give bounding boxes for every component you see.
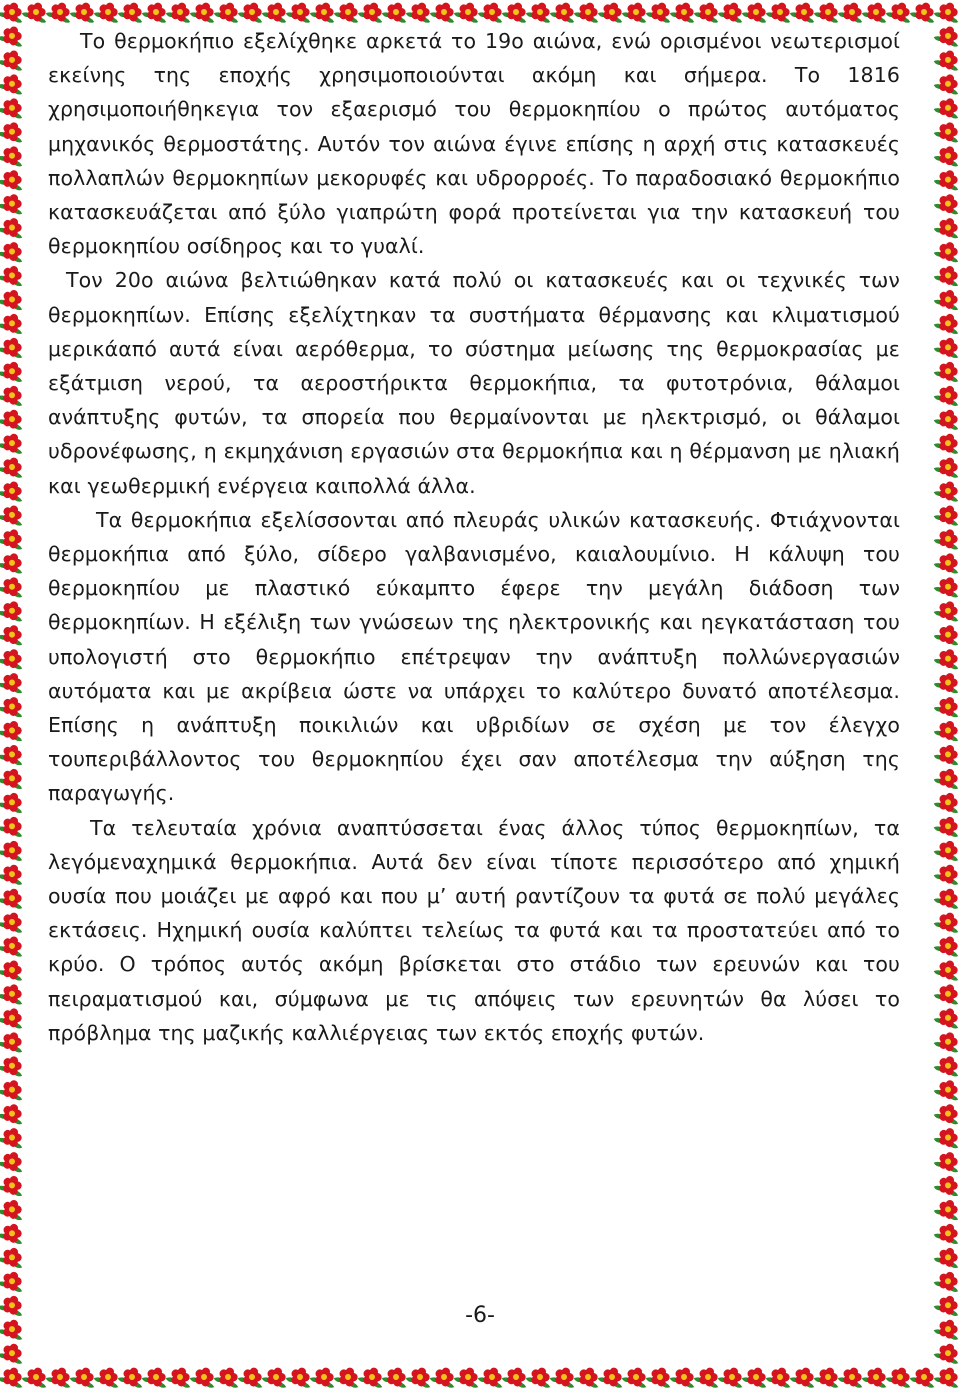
flower-icon: [93, 0, 124, 25]
flower-icon: [933, 1363, 960, 1389]
flower-icon: [621, 1363, 652, 1389]
flower-icon: [45, 1363, 76, 1389]
flower-icon: [309, 0, 340, 25]
paragraph-3: Τα θερμοκήπια εξελίσσονται από πλευράς υλικών κατασκευής. Φτιάχνονται θερμοκήπια από ξύλο, σίδερο γαλβανισμένο, καιαλουμίνιο. Η κάλυψη του θερμοκηπίου με πλαστικό εύκαμπτο έφερε την μεγάλη διάδοση των θερμοκηπίων. Η εξέλιξη των γνώσεων της ηλεκτρονικής και ηεγκατάσταση του υπολογιστή στο θερμοκήπιο επέτρεψαν την ανάπτυξη πολλώνεργασιών αυτόματα και με ακρίβεια ώστε να υπάρχει το καλύτερο δυνατό αποτέλεσμα. Επίσης η ανάπτυξη ποικιλιών και υβριδίων σε σχέση με τον έλεγχο τουπεριβάλλοντος του θερμοκηπίου έχει σαν αποτέλεσμα την αύξηση της παραγωγής.: [48, 507, 900, 806]
flower-icon: [0, 214, 28, 240]
flower-icon: [0, 70, 28, 96]
flower-icon: [261, 1363, 292, 1389]
flower-icon: [861, 0, 892, 25]
flower-icon: [933, 214, 960, 240]
flower-icon: [0, 956, 28, 982]
flower-icon: [0, 1028, 28, 1054]
flower-icon: [0, 813, 28, 839]
flower-icon: [21, 0, 52, 25]
flower-icon: [837, 0, 868, 25]
flower-icon: [933, 94, 960, 120]
flower-icon: [813, 1363, 844, 1389]
flower-icon: [645, 1363, 676, 1389]
flower-icon: [933, 1028, 960, 1054]
flower-icon: [0, 1076, 28, 1102]
flower-icon: [933, 885, 960, 911]
flower-icon: [525, 0, 556, 25]
flower-icon: [933, 238, 960, 264]
flower-icon: [0, 837, 28, 863]
flower-icon: [933, 1268, 960, 1294]
flower-icon: [141, 0, 172, 25]
flower-icon: [0, 1268, 28, 1294]
flower-icon: [933, 1148, 960, 1174]
flower-icon: [693, 1363, 724, 1389]
flower-icon: [933, 1196, 960, 1222]
flower-icon: [333, 0, 364, 25]
flower-icon: [933, 932, 960, 958]
flower-icon: [933, 190, 960, 216]
flower-icon: [0, 885, 28, 911]
flower-icon: [0, 286, 28, 312]
flower-icon: [21, 1363, 52, 1389]
flower-icon: [933, 669, 960, 695]
flower-icon: [837, 1363, 868, 1389]
flower-icon: [885, 1363, 916, 1389]
flower-icon: [0, 573, 28, 599]
flower-icon: [381, 0, 412, 25]
flower-icon: [0, 1148, 28, 1174]
flower-icon: [933, 406, 960, 432]
flower-icon: [933, 1076, 960, 1102]
flower-icon: [0, 549, 28, 575]
flower-icon: [0, 645, 28, 671]
flower-icon: [0, 358, 28, 384]
flower-icon: [933, 693, 960, 719]
flower-icon: [933, 717, 960, 743]
flower-icon: [597, 0, 628, 25]
flower-icon: [0, 693, 28, 719]
flower-icon: [117, 0, 148, 25]
flower-icon: [861, 1363, 892, 1389]
flower-icon: [429, 1363, 460, 1389]
flower-icon: [933, 142, 960, 168]
flower-icon: [0, 1172, 28, 1198]
flower-icon: [0, 765, 28, 791]
flower-icon: [0, 621, 28, 647]
flower-icon: [333, 1363, 364, 1389]
flower-icon: [525, 1363, 556, 1389]
flower-icon: [0, 525, 28, 551]
flower-icon: [0, 717, 28, 743]
flower-icon: [237, 0, 268, 25]
flower-icon: [885, 0, 916, 25]
flower-icon: [0, 1363, 28, 1389]
flower-icon: [813, 0, 844, 25]
page-number: -6-: [465, 1303, 495, 1328]
flower-icon: [933, 310, 960, 336]
flower-icon: [0, 22, 28, 48]
flower-icon: [189, 0, 220, 25]
flower-icon: [693, 0, 724, 25]
flower-icon: [645, 0, 676, 25]
flower-icon: [621, 0, 652, 25]
paragraph-4: Τα τελευταία χρόνια αναπτύσσεται ένας άλλος τύπος θερμοκηπίων, τα λεγόμεναχημικά θερμοκήπια. Αυτά δεν είναι τίποτε περισσότερο από χημική ουσία που μοιάζει με αφρό και που μ’ αυτή ραντίζουν τα φυτά σε πολύ μεγάλες εκτάσεις. Ηχημική ουσία καλύπτει τελείως τα φυτά και τα προστατεύει από το κρύο. Ο τρόπος αυτός ακόμη βρίσκεται στο στάδιο των ερευνών και του πειραματισμού και, σύμφωνα με τις απόψεις των ερευνητών θα λύσει το πρόβλημα της μαζικής καλλιέργειας των εκτός εποχής φυτών.: [48, 815, 900, 1045]
flower-icon: [933, 1052, 960, 1078]
flower-icon: [0, 142, 28, 168]
flower-icon: [213, 0, 244, 25]
flower-icon: [405, 1363, 436, 1389]
flower-icon: [0, 382, 28, 408]
flower-icon: [933, 262, 960, 288]
document-body: [48, 24, 900, 1050]
flower-icon: [0, 1004, 28, 1030]
flower-icon: [789, 0, 820, 25]
flower-icon: [0, 669, 28, 695]
flower-icon: [0, 430, 28, 456]
flower-icon: [597, 1363, 628, 1389]
flower-icon: [0, 501, 28, 527]
flower-icon: [573, 0, 604, 25]
flower-icon: [933, 22, 960, 48]
flower-icon: [909, 1363, 940, 1389]
flower-icon: [933, 980, 960, 1006]
flower-icon: [0, 597, 28, 623]
flower-icon: [0, 238, 28, 264]
flower-icon: [933, 573, 960, 599]
flower-icon: [669, 1363, 700, 1389]
flower-icon: [501, 0, 532, 25]
flower-icon: [0, 262, 28, 288]
flower-icon: [549, 0, 580, 25]
flower-icon: [933, 597, 960, 623]
flower-icon: [933, 741, 960, 767]
flower-icon: [933, 621, 960, 647]
flower-icon: [477, 1363, 508, 1389]
flower-icon: [933, 70, 960, 96]
flower-icon: [165, 0, 196, 25]
flower-icon: [285, 1363, 316, 1389]
flower-icon: [0, 190, 28, 216]
flower-icon: [933, 813, 960, 839]
flower-icon: [357, 0, 388, 25]
flower-icon: [933, 430, 960, 456]
flower-icon: [933, 549, 960, 575]
flower-icon: [0, 908, 28, 934]
flower-icon: [0, 334, 28, 360]
flower-icon: [0, 94, 28, 120]
flower-icon: [765, 0, 796, 25]
flower-icon: [933, 765, 960, 791]
flower-icon: [429, 0, 460, 25]
flower-icon: [405, 0, 436, 25]
flower-icon: [93, 1363, 124, 1389]
flower-icon: [933, 477, 960, 503]
flower-icon: [0, 46, 28, 72]
paragraph-1: Το θερμοκήπιο εξελίχθηκε αρκετά το 19ο αιώνα, ενώ ορισμένοι νεωτερισμοί εκείνης της εποχής χρησιμοποιούνται ακόμη και σήμερα. Το 1816 χρησιμοποιήθηκεγια τον εξαερισμό του θερμοκηπίου ο πρώτος αυτόματος μηχανικός θερμοστάτης. Αυτόν τον αιώνα έγινε επίσης η αρχή στις κατασκευές πολλαπλών θερμοκηπίων μεκορυφές και υδρορροές. Το παραδοσιακό θερμοκήπιο κατασκευάζεται από ξύλο γιαπρώτη φορά προτείνεται για την κατασκευή του θερμοκηπίου οσίδηρος και το γυαλί.: [48, 29, 900, 259]
flower-icon: [0, 310, 28, 336]
flower-icon: [765, 1363, 796, 1389]
flower-icon: [0, 1244, 28, 1270]
flower-icon: [933, 645, 960, 671]
flower-icon: [0, 166, 28, 192]
flower-icon: [501, 1363, 532, 1389]
flower-icon: [933, 956, 960, 982]
flower-icon: [549, 1363, 580, 1389]
flower-icon: [309, 1363, 340, 1389]
flower-icon: [933, 1124, 960, 1150]
flower-icon: [933, 1172, 960, 1198]
flower-icon: [0, 1052, 28, 1078]
flower-icon: [285, 0, 316, 25]
paragraph-2: Τον 20ο αιώνα βελτιώθηκαν κατά πολύ οι κατασκευές και οι τεχνικές των θερμοκηπίων. Επίσης εξελίχτηκαν τα συστήματα θέρμανσης και κλιματισμού μερικάαπό αυτά είναι αερόθερμα, το σύστημα μείωσης της θερμοκρασίας με εξάτμιση νερού, τα αεροστήρικτα θερμοκήπια, τα φυτοτρόνια, θάλαμοι ανάπτυξης φυτών, τα σπορεία που θερμαίνονται με ηλεκτρισμό, οι θάλαμοι υδρονέφωσης, η εκμηχάνιση εργασιών στα θερμοκήπια και η θέρμανση με ηλιακή και γεωθερμική ενέργεια καιπολλά άλλα.: [48, 268, 900, 498]
flower-icon: [453, 1363, 484, 1389]
flower-icon: [0, 1196, 28, 1222]
flower-icon: [933, 501, 960, 527]
flower-icon: [933, 1004, 960, 1030]
flower-icon: [0, 1124, 28, 1150]
flower-icon: [909, 0, 940, 25]
flower-icon: [141, 1363, 172, 1389]
flower-icon: [0, 477, 28, 503]
flower-icon: [69, 0, 100, 25]
flower-icon: [717, 1363, 748, 1389]
flower-icon: [0, 453, 28, 479]
flower-icon: [933, 1100, 960, 1126]
flower-icon: [933, 0, 960, 25]
flower-icon: [357, 1363, 388, 1389]
flower-icon: [69, 1363, 100, 1389]
flower-icon: [189, 1363, 220, 1389]
flower-icon: [933, 525, 960, 551]
flower-icon: [933, 908, 960, 934]
flower-icon: [453, 0, 484, 25]
flower-icon: [381, 1363, 412, 1389]
flower-icon: [669, 0, 700, 25]
flower-icon: [933, 286, 960, 312]
flower-icon: [165, 1363, 196, 1389]
flower-icon: [933, 1220, 960, 1246]
flower-icon: [237, 1363, 268, 1389]
flower-icon: [45, 0, 76, 25]
flower-icon: [741, 0, 772, 25]
flower-icon: [933, 1244, 960, 1270]
flower-icon: [0, 1100, 28, 1126]
flower-icon: [741, 1363, 772, 1389]
flower-icon: [933, 837, 960, 863]
flower-icon: [933, 382, 960, 408]
flower-icon: [261, 0, 292, 25]
flower-icon: [0, 980, 28, 1006]
flower-icon: [0, 861, 28, 887]
flower-icon: [0, 0, 28, 25]
flower-icon: [933, 1340, 960, 1366]
flower-icon: [717, 0, 748, 25]
flower-icon: [0, 1340, 28, 1366]
flower-icon: [573, 1363, 604, 1389]
flower-icon: [0, 1220, 28, 1246]
flower-icon: [933, 118, 960, 144]
flower-icon: [933, 861, 960, 887]
flower-icon: [933, 453, 960, 479]
flower-icon: [933, 166, 960, 192]
flower-icon: [933, 789, 960, 815]
flower-icon: [0, 789, 28, 815]
flower-icon: [213, 1363, 244, 1389]
flower-icon: [0, 741, 28, 767]
flower-icon: [117, 1363, 148, 1389]
flower-icon: [789, 1363, 820, 1389]
flower-icon: [933, 358, 960, 384]
flower-icon: [477, 0, 508, 25]
flower-icon: [0, 118, 28, 144]
flower-icon: [0, 932, 28, 958]
flower-icon: [0, 406, 28, 432]
flower-icon: [933, 334, 960, 360]
flower-icon: [933, 46, 960, 72]
